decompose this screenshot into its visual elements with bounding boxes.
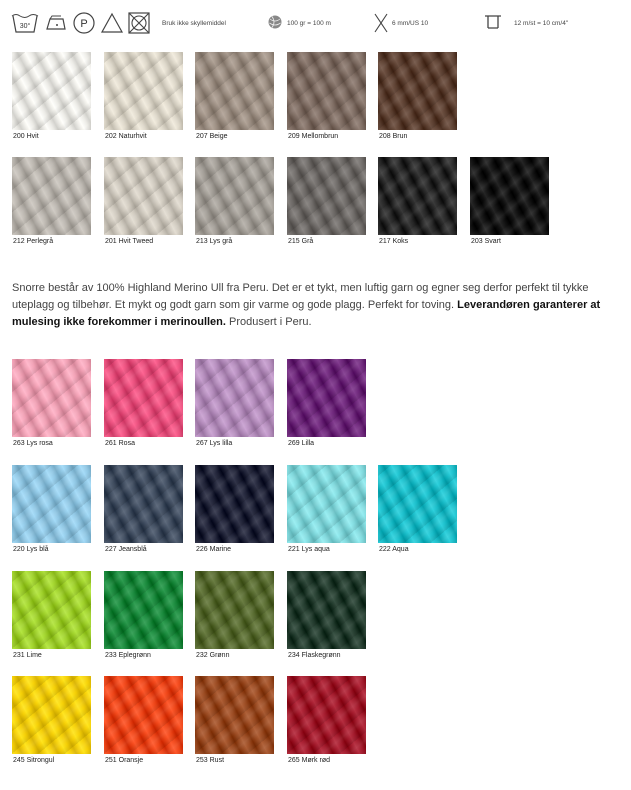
no-tumble-dry-icon xyxy=(127,11,151,35)
knitting-needles-icon xyxy=(373,13,389,33)
swatch-label: 202 Naturhvit xyxy=(105,133,147,140)
swatch-label: 213 Lys grå xyxy=(196,238,233,245)
color-swatch xyxy=(12,52,91,130)
color-swatch xyxy=(287,359,366,437)
color-swatch xyxy=(195,359,274,437)
swatch-label: 203 Svart xyxy=(471,238,501,245)
swatch-label: 253 Rust xyxy=(196,757,225,764)
description-bold-text: Leverandøren garanterer at mulesing ikke forekommer i merinoullen. xyxy=(12,299,601,328)
color-swatch xyxy=(104,676,183,754)
swatch-label: 265 Mørk rød xyxy=(288,757,331,764)
weight-length: 100 gr = 100 m xyxy=(287,20,331,27)
color-swatch xyxy=(378,465,457,543)
color-swatch xyxy=(12,676,91,754)
swatch-label: 207 Beige xyxy=(196,133,228,140)
color-swatch xyxy=(195,157,274,235)
swatch-label: 221 Lys aqua xyxy=(288,546,330,553)
care-symbols-header xyxy=(0,0,631,48)
color-swatch xyxy=(287,52,366,130)
swatch-label: 261 Rosa xyxy=(105,440,135,447)
color-swatch xyxy=(195,465,274,543)
svg-text:P: P xyxy=(80,18,88,30)
swatch-label: 245 Sitrongul xyxy=(13,757,55,764)
swatch-label: 201 Hvit Tweed xyxy=(105,238,154,245)
color-swatch xyxy=(287,465,366,543)
color-swatch xyxy=(378,52,457,130)
color-swatch xyxy=(195,52,274,130)
swatch-label: 263 Lys rosa xyxy=(13,440,53,447)
color-swatch xyxy=(195,676,274,754)
swatch-label: 208 Brun xyxy=(379,133,408,140)
color-swatch xyxy=(12,157,91,235)
swatch-label: 200 Hvit xyxy=(13,133,39,140)
needle-size: 6 mm/US 10 xyxy=(392,20,429,27)
color-swatch xyxy=(12,465,91,543)
color-swatch xyxy=(104,571,183,649)
swatch-label: 267 Lys lilla xyxy=(196,440,233,447)
care-note: Bruk ikke skyllemiddel xyxy=(162,20,226,27)
color-swatch xyxy=(470,157,549,235)
color-swatch xyxy=(378,157,457,235)
color-swatch xyxy=(195,571,274,649)
swatch-label: 226 Marine xyxy=(196,546,232,553)
product-description xyxy=(12,280,622,331)
color-swatch xyxy=(104,359,183,437)
no-bleach-triangle-icon xyxy=(100,12,124,34)
description-tail-text: Produsert i Peru. xyxy=(225,316,312,328)
swatch-label: 217 Koks xyxy=(379,238,409,245)
gauge-text: 12 m/st = 10 cm/4" xyxy=(514,20,569,27)
swatch-label: 232 Grønn xyxy=(196,652,230,659)
swatch-label: 220 Lys blå xyxy=(13,546,49,553)
color-swatch xyxy=(287,676,366,754)
swatch-label: 269 Lilla xyxy=(288,440,315,447)
color-swatch xyxy=(104,157,183,235)
color-swatch xyxy=(287,157,366,235)
swatch-label: 222 Aqua xyxy=(379,546,409,553)
color-swatch xyxy=(12,571,91,649)
color-swatch xyxy=(104,465,183,543)
swatch-label: 227 Jeansblå xyxy=(105,546,147,553)
swatch-label: 234 Flaskegrønn xyxy=(288,652,341,659)
color-swatch xyxy=(12,359,91,437)
dry-clean-p-icon xyxy=(72,11,96,35)
wash-temperature: 30° xyxy=(19,23,31,30)
no-iron-icon xyxy=(43,12,69,34)
gauge-icon xyxy=(484,14,502,30)
color-swatch xyxy=(287,571,366,649)
description-text: Snorre består av 100% Highland Merino Ull fra Peru. Det er et tykt, men luftig garn og egner seg derfor perfekt til tykke uteplagg og tilbehør. Et mykt og godt garn som gir varme og gode plagg. Perfekt for toving. xyxy=(12,282,589,311)
color-swatch xyxy=(104,52,183,130)
swatch-label: 215 Grå xyxy=(288,238,314,245)
swatch-label: 231 Lime xyxy=(13,652,42,659)
swatch-label: 209 Mellombrun xyxy=(288,133,339,140)
wash-tub-icon xyxy=(11,12,39,34)
swatch-label: 212 Perlegrå xyxy=(13,238,54,245)
swatch-label: 233 Eplegrønn xyxy=(105,652,151,659)
yarn-ball-icon xyxy=(267,14,283,30)
swatch-label: 251 Oransje xyxy=(105,757,144,764)
